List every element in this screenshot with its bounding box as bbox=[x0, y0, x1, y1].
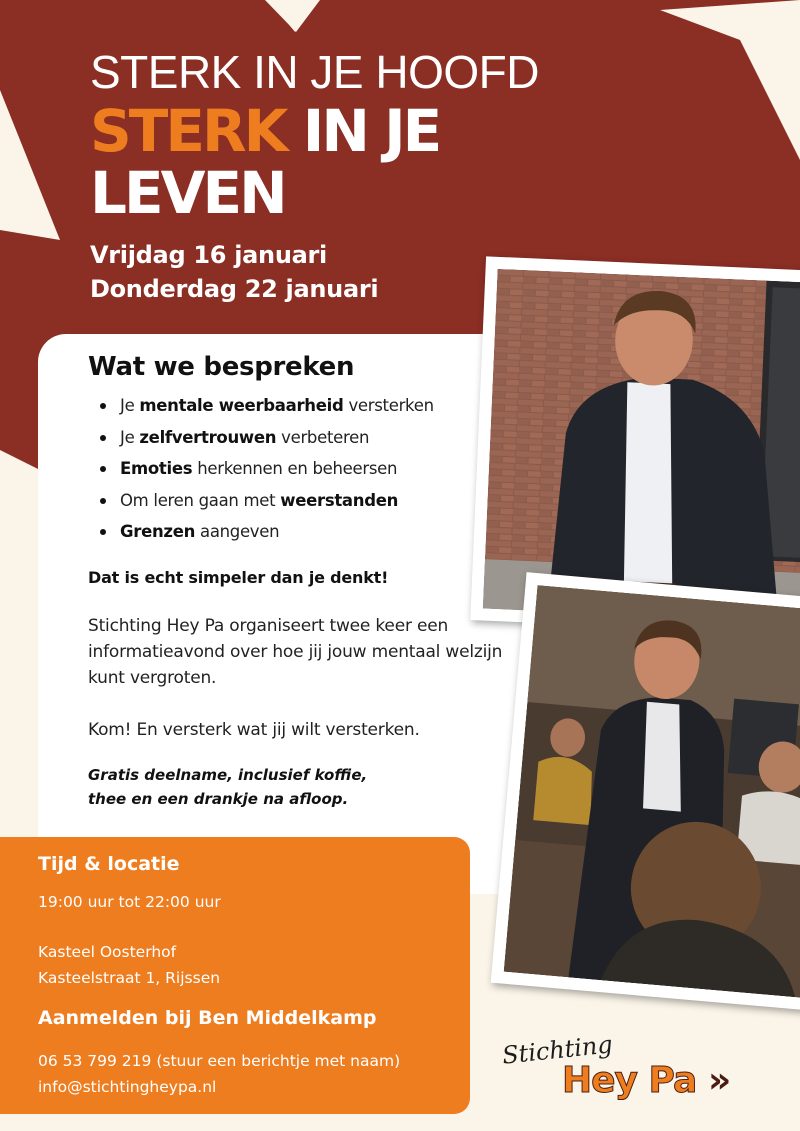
title-accent: STERK bbox=[90, 97, 286, 165]
card-inner bbox=[88, 352, 528, 811]
info-title: Tijd & locatie bbox=[38, 853, 180, 875]
bullet-icon bbox=[100, 466, 106, 472]
free-note-line1: Gratis deelname, inclusief koffie, bbox=[88, 765, 368, 784]
bullet-icon bbox=[100, 529, 106, 535]
list-item: Emoties herkennen en beheersen bbox=[88, 453, 528, 485]
logo bbox=[502, 1030, 752, 1120]
title-line1: STERK IN JE HOOFD bbox=[90, 46, 539, 98]
event-time: 19:00 uur tot 22:00 uur bbox=[38, 893, 221, 911]
email-link[interactable]: info@stichtingheypa.nl bbox=[38, 1078, 217, 1096]
info-inner bbox=[38, 853, 458, 1100]
venue-name: Kasteel Oosterhof bbox=[38, 943, 177, 961]
list-item: Je zelfvertrouwen verbeteren bbox=[88, 422, 528, 454]
list-item: Je mentale weerbaarheid versterken bbox=[88, 390, 528, 422]
free-note bbox=[88, 763, 528, 811]
logo-arrows-icon: » bbox=[708, 1060, 732, 1101]
title-line2 bbox=[90, 97, 610, 165]
claim-text: Dat is echt simpeler dan je denkt! bbox=[88, 567, 389, 587]
title-rest: IN JE bbox=[302, 97, 440, 165]
portrait-image bbox=[483, 269, 800, 623]
content-card bbox=[38, 334, 538, 894]
free-note-line2: thee en een drankje na afloop. bbox=[88, 789, 349, 808]
call-to-action: Kom! En versterk wat jij wilt versterken. bbox=[88, 719, 420, 740]
photo-meeting bbox=[491, 572, 800, 1012]
title-line3: LEVEN bbox=[90, 159, 285, 227]
list-item: Om leren gaan met weerstanden bbox=[88, 485, 528, 517]
date-2: Donderdag 22 januari bbox=[90, 275, 379, 303]
venue-address: Kasteelstraat 1, Rijssen bbox=[38, 969, 221, 987]
bullet-icon bbox=[100, 435, 106, 441]
topic-list bbox=[88, 390, 528, 548]
intro-paragraph: Stichting Hey Pa organiseert twee keer een informatieavond over hoe jij jouw mentaal welzijn kunt vergroten. bbox=[88, 615, 503, 688]
bullet-icon bbox=[100, 498, 106, 504]
signup-title: Aanmelden bij Ben Middelkamp bbox=[38, 1007, 377, 1029]
bullet-icon bbox=[100, 403, 106, 409]
logo-script-text: Stichting bbox=[500, 1030, 614, 1070]
section-title: Wat we bespreken bbox=[88, 352, 355, 382]
date-1: Vrijdag 16 januari bbox=[90, 241, 327, 269]
phone-number[interactable]: 06 53 799 219 (stuur een berichtje met naam) bbox=[38, 1052, 401, 1070]
logo-main-text: Hey Pa bbox=[562, 1060, 697, 1101]
info-box bbox=[0, 837, 470, 1114]
list-item: Grenzen aangeven bbox=[88, 516, 528, 548]
photo-portrait bbox=[470, 256, 800, 635]
meeting-image bbox=[504, 585, 800, 999]
